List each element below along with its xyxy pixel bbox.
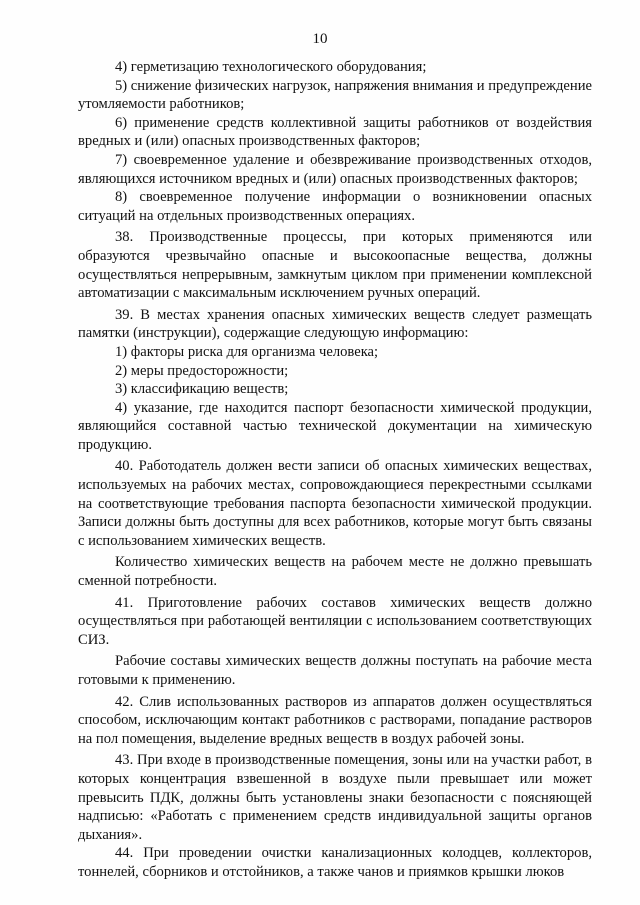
paragraph-39-item-4: 4) указание, где находится паспорт безопасности химической продукции, являющийся составной частью технической документации на химическую продукцию.	[78, 399, 592, 453]
paragraph-39: 39. В местах хранения опасных химических веществ следует размещать памятки (инструкции), содержащие следующую информацию:	[78, 306, 592, 342]
paragraph-40-continuation: Количество химических веществ на рабочем месте не должно превышать сменной потребности.	[78, 554, 592, 590]
paragraph-41-continuation: Рабочие составы химических веществ должны поступать на рабочие места готовыми к применению.	[78, 653, 592, 688]
paragraph-39-item-2: 2) меры предосторожности;	[115, 362, 289, 379]
paragraph-43: 43. При входе в производственные помещения, зоны или на участки работ, в которых концентрация взвешенной в воздухе пыли превышает или может превысить ПДК, должны быть установлены знаки безопасности с поясняющей надписью: «Работать с применением средств индивидуальной защиты органов дыхания».	[78, 752, 592, 843]
paragraph-item-7: 7) своевременное удаление и обезвреживание производственных отходов, являющихся источником вредных и (или) опасных производственных факторов;	[78, 151, 592, 187]
page-number: 10	[312, 31, 328, 47]
paragraph-42: 42. Слив использованных растворов из аппаратов должен осуществляться способом, исключающим контакт работников с растворами, попадание растворов на пол помещения, выделение вредных веществ в воздух рабочей зоны.	[78, 693, 592, 747]
paragraph-item-5: 5) снижение физических нагрузок, напряжения внимания и предупреждение утомляемости работников;	[78, 77, 593, 113]
paragraph-item-6: 6) применение средств коллективной защиты работников от воздействия вредных и (или) опасных производственных факторов;	[78, 114, 592, 150]
paragraph-41: 41. Приготовление рабочих составов химических веществ должно осуществляться при работающей вентиляции с использованием соответствующих СИЗ.	[78, 594, 592, 648]
paragraph-38: 38. Производственные процессы, при которых применяются или образуются чрезвычайно опасные и высокоопасные вещества, должны осуществляться непрерывным, замкнутым циклом при применении комплексной автоматизации с максимальным исключением ручных операций.	[78, 229, 592, 302]
paragraph-40: 40. Работодатель должен вести записи об опасных химических веществах, используемых на рабочих местах, сопровождающиеся перекрестными ссылками на соответствующие требования паспорта безопасности химической продукции. Записи должны быть доступны для всех работников, которые могут быть связаны с использованием химических веществ.	[78, 458, 592, 549]
document-body	[78, 58, 592, 882]
paragraph-39-item-1: 1) факторы риска для организма человека;	[115, 343, 379, 360]
paragraph-44: 44. При проведении очистки канализационных колодцев, коллекторов, тоннелей, сборников и отстойников, а также чанов и приямков крышки люков	[78, 845, 592, 880]
paragraph-39-item-3: 3) классификацию веществ;	[115, 381, 289, 398]
paragraph-item-4: 4) герметизацию технологического оборудования;	[115, 59, 427, 75]
paragraph-item-8: 8) своевременное получение информации о возникновении опасных ситуаций на отдельных производственных операциях.	[78, 189, 592, 224]
